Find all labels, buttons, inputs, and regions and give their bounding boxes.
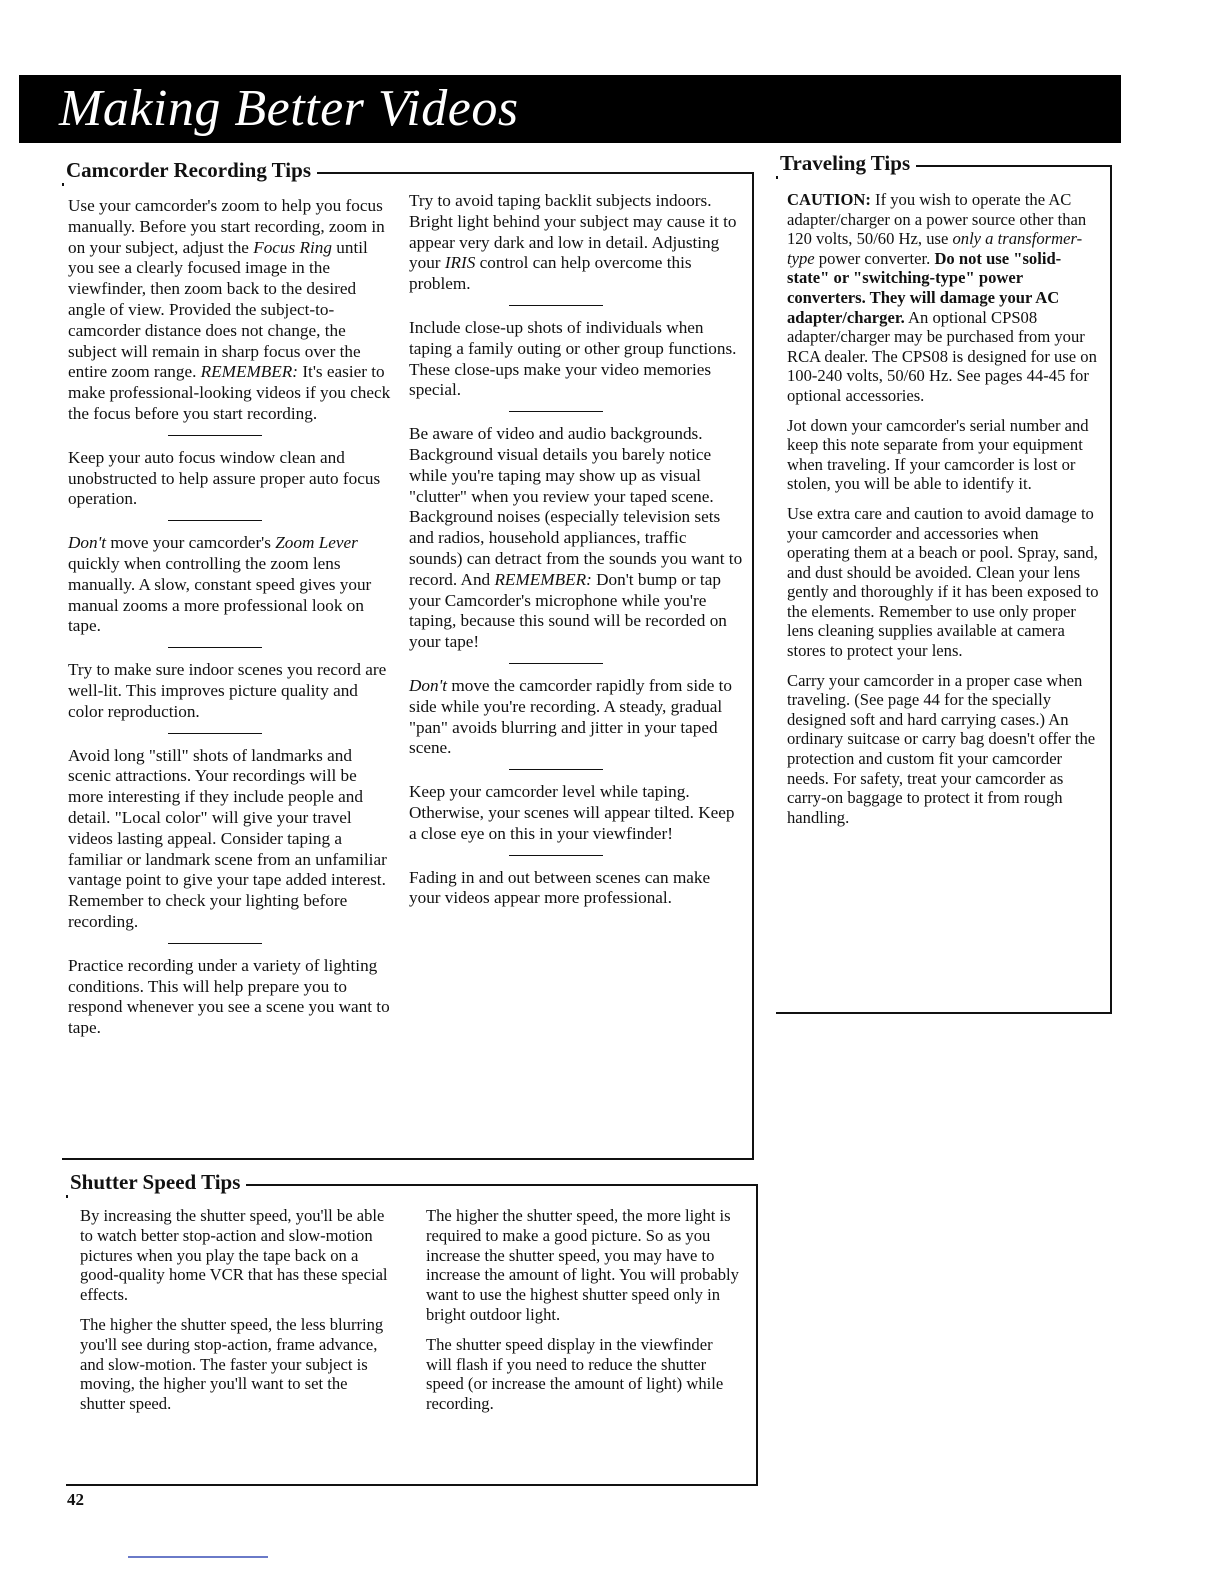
tip-paragraph: Fading in and out between scenes can make your videos appear more professional. — [409, 867, 711, 908]
page-number: 42 — [67, 1490, 84, 1509]
tip-paragraph: The shutter speed display in the viewfinder will flash if you need to reduce the shutter speed (or increase the amount of light) while recording. — [426, 1334, 724, 1414]
separator — [168, 733, 262, 734]
tip-paragraph: Try to make sure indoor scenes you record are well-lit. This improves picture quality and color reproduction. — [68, 660, 387, 721]
tip-paragraph: CAUTION: If you wish to operate the AC adapter/charger on a power source other than 120 volts, 50/60 Hz, use only a transformer-type power converter. Do not use "solid-state" or "switching-type" power converters. They will damage your AC adapter/charger. An optional CPS08 adapter/charger may be purchased from your RCA dealer. The CPS08 is designed for use on 100-240 volts, 50/60 Hz. See pages 44-45 for optional accessories. — [787, 190, 1097, 405]
tip-paragraph: Jot down your camcorder's serial number and keep this note separate from your equipment when traveling. If your camcorder is lost or stolen, you will be able to identify it. — [787, 415, 1089, 494]
separator — [168, 943, 262, 944]
tip-paragraph: The higher the shutter speed, the more light is required to make a good picture. So as you increase the shutter speed, you may have to increase the amount of light. You will probably want to use the highest shutter speed only in bright outdoor light. — [426, 1206, 739, 1324]
separator — [509, 769, 603, 770]
traveling-tips-col — [787, 190, 1101, 837]
camcorder-tips-heading: Camcorder Recording Tips — [62, 158, 317, 183]
tip-paragraph: Use your camcorder's zoom to help you focus manually. Before you start recording, zoom in on your subject, adjust the Focus Ring until you see a clearly focused image in the viewfinder, then zoom back to the desired angle of view. Provided the subject-to-camcorder distance does not change, the subject will remain in sharp focus over the entire zoom range. REMEMBER: It's easier to make professional-looking videos if you check the focus before you start recording. — [68, 196, 391, 423]
page-title: Making Better Videos — [59, 80, 519, 137]
tip-paragraph: By increasing the shutter speed, you'll be able to watch better stop-action and slow-motion pictures when you play the tape back on a good-quality home VCR that has these special effects. — [80, 1206, 388, 1305]
separator — [168, 435, 262, 436]
tip-paragraph: Don't move your camcorder's Zoom Lever quickly when controlling the zoom lens manually. A slow, constant speed gives your manual zooms a more professional look on tape. — [68, 533, 372, 636]
tip-paragraph: The higher the shutter speed, the less blurring you'll see during stop-action, frame advance, and slow-motion. The faster your subject is moving, the higher you'll want to set the shutter speed. — [80, 1314, 384, 1414]
shutter-tips-col2 — [426, 1206, 740, 1424]
camcorder-tips-col2 — [409, 191, 743, 919]
tip-paragraph: Try to avoid taping backlit subjects indoors. Bright light behind your subject may cause it to appear very dark and low in detail. Adjusting your IRIS control can help overcome this problem. — [409, 191, 737, 294]
tip-paragraph: Practice recording under a variety of lighting conditions. This will help prepare you to respond whenever you see a scene you want to tape. — [68, 955, 390, 1038]
separator — [168, 520, 262, 521]
separator — [168, 647, 262, 648]
shutter-tips-col1 — [80, 1206, 390, 1424]
shutter-tips-heading: Shutter Speed Tips — [66, 1170, 246, 1195]
title-banner — [19, 75, 1121, 143]
tip-paragraph: Include close-up shots of individuals when taping a family outing or other group functions. These close-ups make your video memories special. — [409, 317, 737, 400]
tip-paragraph: Don't move the camcorder rapidly from side to side while you're recording. A steady, gradual "pan" avoids blurring and jitter in your taped scene. — [409, 675, 732, 758]
separator — [509, 305, 603, 306]
footer-rule — [128, 1556, 268, 1558]
tip-paragraph: Carry your camcorder in a proper case when traveling. (See page 44 for the specially designed soft and hard carrying cases.) An ordinary suitcase or carry bag doesn't offer the protection and custom fit your camcorder needs. For safety, treat your camcorder as carry-on baggage to protect it from rough handling. — [787, 670, 1096, 827]
tip-paragraph: Use extra care and caution to avoid damage to your camcorder and accessories when operating them at a beach or pool. Spray, sand, and dust should be avoided. Clean your lens gently and thoroughly if it has been exposed to the elements. Remember to use only proper lens cleaning supplies available at camera stores to protect your lens. — [787, 503, 1099, 661]
separator — [509, 663, 603, 664]
tip-paragraph: Be aware of video and audio backgrounds. Background visual details you barely notice while you're taping may show up as visual "clutter" when you review your taped scene. Background noises (especially television sets and radios, household appliances, traffic sounds) can detract from the sounds you want to record. And REMEMBER: Don't bump or tap your Camcorder's microphone while you're taping, because this sound will be recorded on your tape! — [409, 424, 743, 652]
tip-paragraph: Keep your camcorder level while taping. Otherwise, your scenes will appear tilted. Keep a close eye on this in your viewfinder! — [409, 782, 735, 843]
separator — [509, 855, 603, 856]
camcorder-tips-col1 — [68, 196, 394, 1049]
separator — [509, 411, 603, 412]
traveling-tips-heading: Traveling Tips — [776, 151, 916, 176]
tip-paragraph: Avoid long "still" shots of landmarks and scenic attractions. Your recordings will be more interesting if they include people and detail. "Local color" will give your travel videos lasting appeal. Consider taping a familiar or landmark scene from an unfamiliar vantage point to give your tape added interest. Remember to check your lighting before recording. — [68, 745, 387, 931]
tip-paragraph: Keep your auto focus window clean and unobstructed to help assure proper auto focus operation. — [68, 447, 381, 509]
